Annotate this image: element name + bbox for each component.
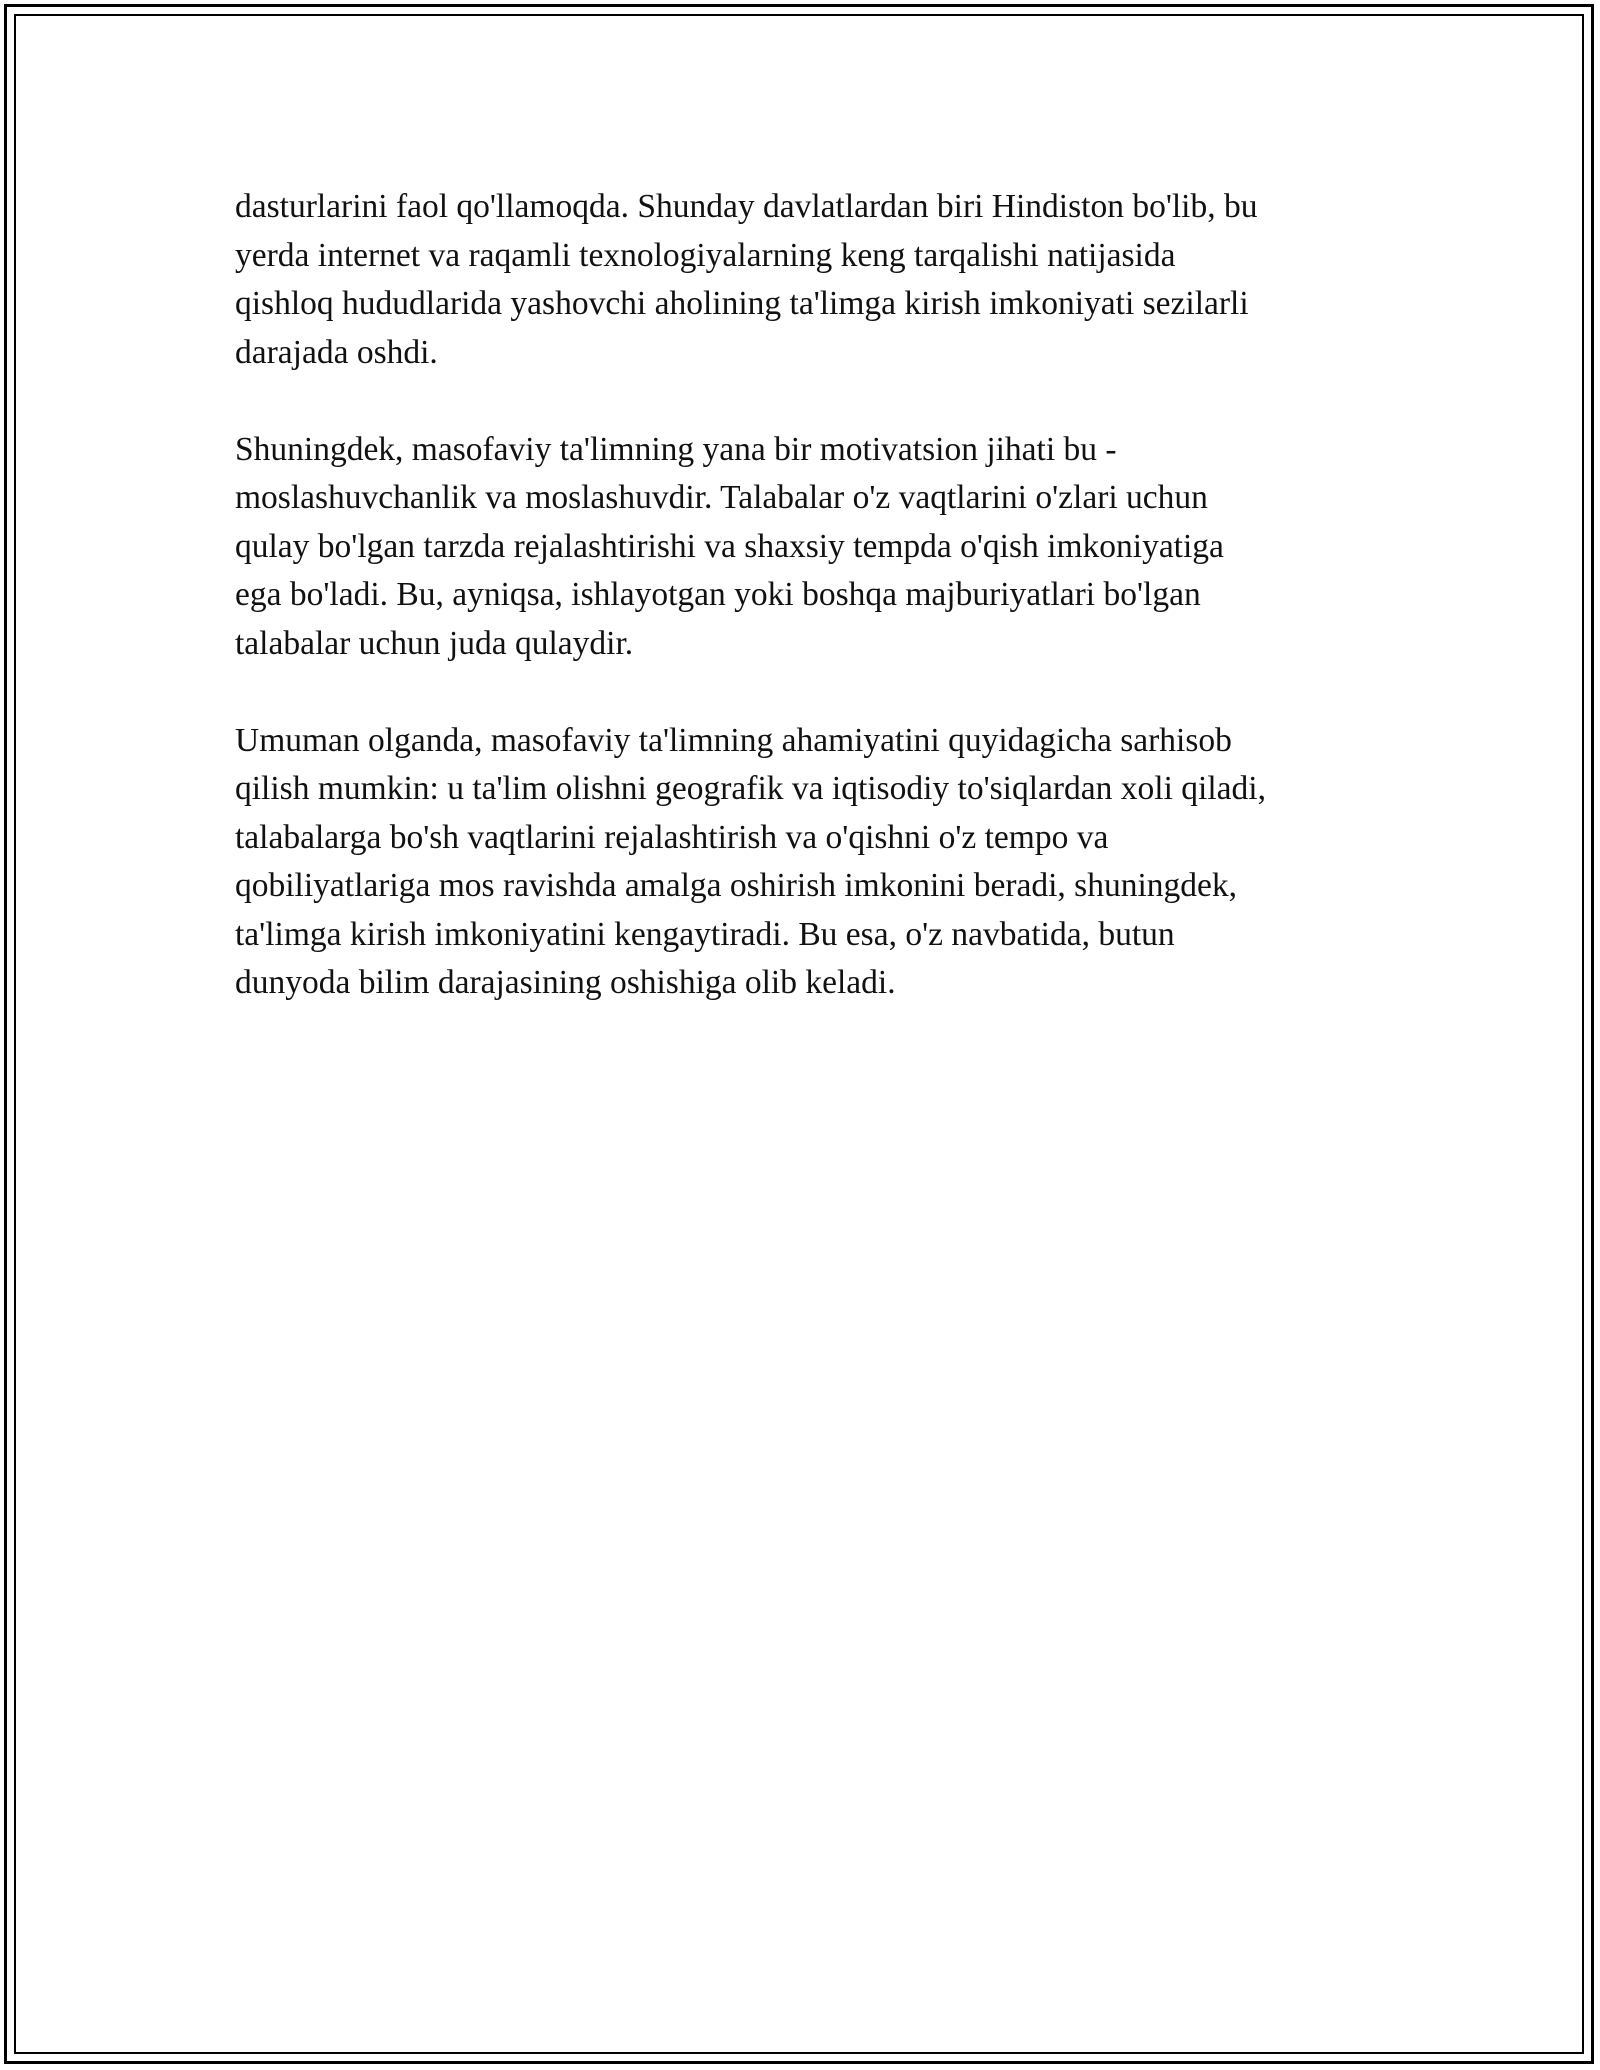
paragraph-3 [235,717,1365,1008]
text-line: talabalar uchun juda qulaydir. [235,624,634,662]
text-line: qishloq hududlarida yashovchi aholining ta'limga kirish imkoniyati sezilarli [235,285,1249,322]
paragraph-2 [235,426,1365,669]
text-line: ega bo'ladi. Bu, ayniqsa, ishlayotgan yoki boshqa majburiyatlari bo'lgan [235,576,1201,613]
text-line: qobiliyatlariga mos ravishda amalga oshirish imkonini beradi, shuningdek, [235,867,1238,904]
text-line: ta'limga kirish imkoniyatini kengaytiradi. Bu esa, o'z navbatida, butun [235,915,1175,953]
text-line: qilish mumkin: u ta'lim olishni geografik va iqtisodiy to'siqlardan xoli qiladi, [235,770,1266,807]
text-line: moslashuvchanlik va moslashuvdir. Talabalar o'z vaqtlarini o'zlari uchun [235,479,1208,516]
text-line: Umuman olganda, masofaviy ta'limning ahamiyatini quyidagicha sarhisob [235,721,1232,759]
text-line: dasturlarini faol qo'llamoqda. Shunday davlatlardan biri Hindiston bo'lib, bu [235,188,1258,225]
text-line: Shuningdek, masofaviy ta'limning yana bir motivatsion jihati bu - [235,430,1117,468]
paragraph-1 [235,183,1365,377]
text-line: qulay bo'lgan tarzda rejalashtirishi va shaxsiy tempda o'qish imkoniyatiga [235,527,1224,565]
text-line: yerda internet va raqamli texnologiyalarning keng tarqalishi natijasida [235,236,1176,274]
text-line: dunyoda bilim darajasining oshishiga olib keladi. [235,964,896,1001]
text-line: talabalarga bo'sh vaqtlarini rejalashtirish va o'qishni o'z tempo va [235,818,1109,856]
text-line: darajada oshdi. [235,333,438,371]
document-body [235,183,1365,1056]
